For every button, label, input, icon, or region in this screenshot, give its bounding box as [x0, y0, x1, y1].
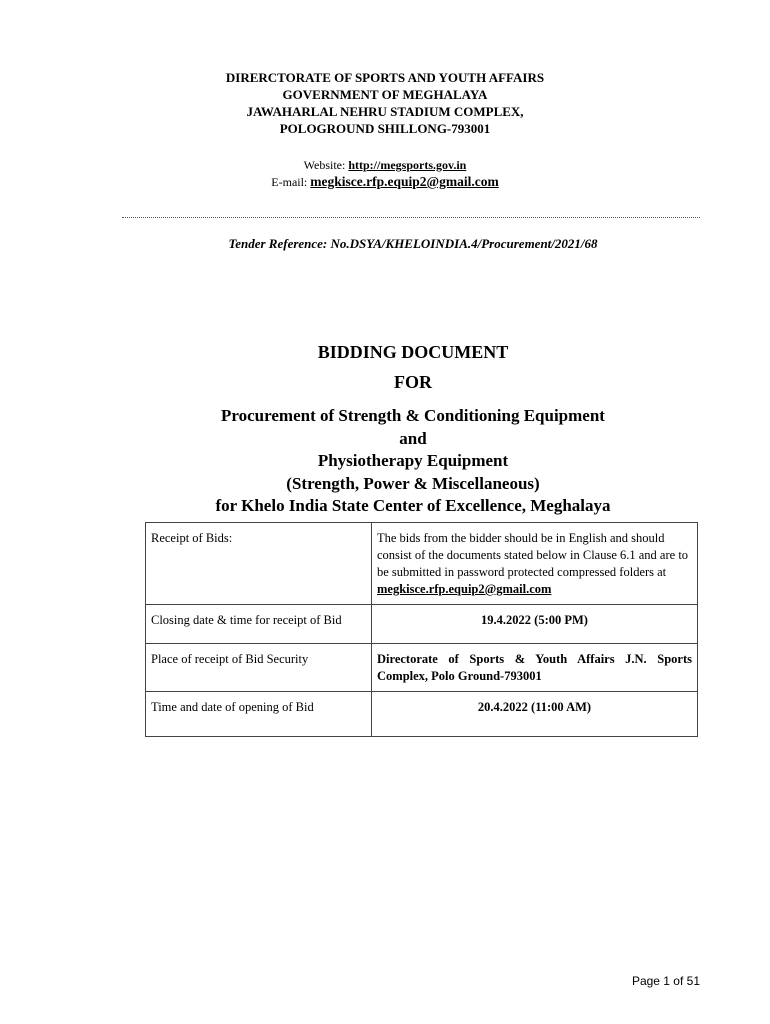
title-line: Procurement of Strength & Conditioning Equipment	[221, 406, 605, 425]
receipt-email[interactable]: megkisce.rfp.equip2@gmail.com	[377, 582, 552, 596]
row-label: Place of receipt of Bid Security	[146, 644, 372, 692]
website-label: Website:	[303, 158, 346, 172]
row-value: 20.4.2022 (11:00 AM)	[372, 692, 698, 737]
receipt-text: The bids from the bidder should be in English and should consist of the documents stated below in Clause 6.1 and are to be submitted in password protected compressed folders at	[377, 531, 689, 579]
row-label: Closing date & time for receipt of Bid	[146, 605, 372, 644]
title-line: Physiotherapy Equipment	[317, 451, 509, 470]
website-line	[0, 158, 770, 173]
email-label: E-mail:	[271, 175, 308, 189]
title-line: FOR	[394, 372, 432, 392]
page-number: Page 1 of 51	[631, 974, 700, 988]
letterhead-line: POLOGROUND SHILLONG-793001	[279, 121, 491, 136]
email-line	[0, 174, 770, 190]
letterhead	[0, 69, 770, 137]
title-line: (Strength, Power & Miscellaneous)	[286, 473, 540, 493]
letterhead-line: GOVERNMENT OF MEGHALAYA	[282, 87, 488, 102]
title-line: and	[399, 428, 427, 448]
document-title	[0, 341, 770, 518]
email-link[interactable]: megkisce.rfp.equip2@gmail.com	[310, 174, 499, 189]
table-row	[146, 692, 698, 737]
table-row	[146, 644, 698, 692]
title-line: for Khelo India State Center of Excellence, Meghalaya	[215, 496, 611, 515]
bid-details-table	[145, 522, 698, 737]
divider	[122, 217, 700, 218]
letterhead-line: JAWAHARLAL NEHRU STADIUM COMPLEX,	[246, 104, 524, 119]
table-row	[146, 605, 698, 644]
title-line: BIDDING DOCUMENT	[317, 342, 509, 362]
letterhead-line: DIRERCTORATE OF SPORTS AND YOUTH AFFAIRS	[225, 70, 545, 85]
row-label: Time and date of opening of Bid	[146, 692, 372, 737]
row-value: 19.4.2022 (5:00 PM)	[372, 605, 698, 644]
row-value	[372, 523, 698, 605]
row-label: Receipt of Bids:	[146, 523, 372, 605]
table-row	[146, 523, 698, 605]
tender-reference: Tender Reference: No.DSYA/KHELOINDIA.4/Procurement/2021/68	[228, 236, 598, 251]
website-link[interactable]: http://megsports.gov.in	[348, 158, 467, 172]
row-value: Directorate of Sports & Youth Affairs J.N. Sports Complex, Polo Ground-793001	[372, 644, 698, 692]
